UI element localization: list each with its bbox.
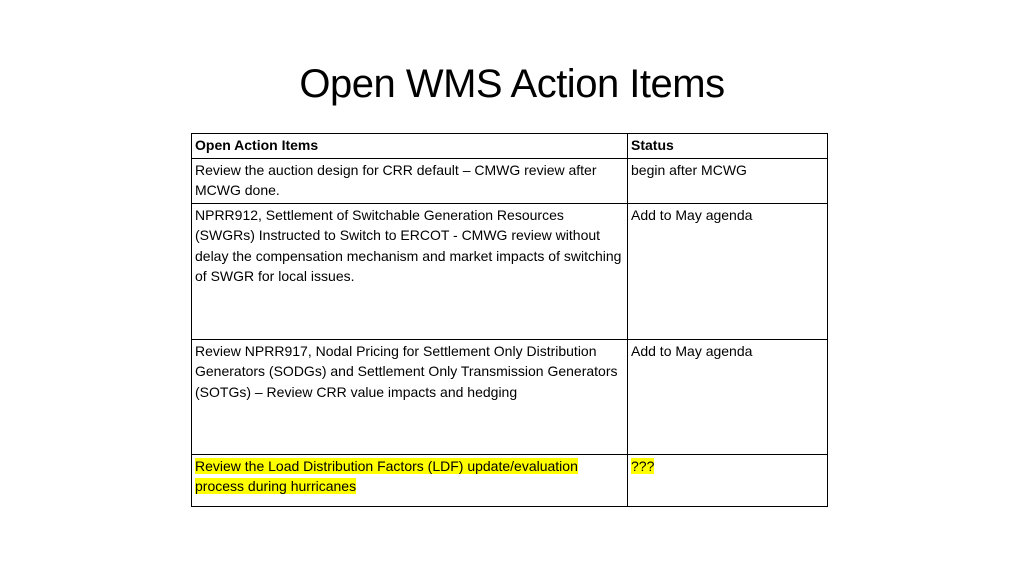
table-row bbox=[192, 158, 828, 203]
action-item-text: NPRR912, Settlement of Switchable Generation Resources (SWGRs) Instructed to Switch to ERCOT - CMWG review without delay the compensation mechanism and market impacts of switching of SWGR for local issues. bbox=[195, 206, 622, 284]
table-row bbox=[192, 203, 828, 339]
table-header-row bbox=[192, 134, 828, 159]
page-title: Open WMS Action Items bbox=[299, 62, 725, 106]
column-header-status: Status bbox=[628, 134, 828, 159]
status-text: Add to May agenda bbox=[631, 342, 753, 359]
status-text-highlighted: ??? bbox=[631, 457, 655, 474]
status-text: Add to May agenda bbox=[631, 206, 753, 223]
status-text: begin after MCWG bbox=[631, 161, 747, 178]
action-item-cell bbox=[192, 454, 628, 506]
status-cell bbox=[628, 454, 828, 506]
action-items-table bbox=[191, 133, 828, 507]
action-item-text: Review the auction design for CRR default – CMWG review after MCWG done. bbox=[195, 161, 597, 198]
status-cell bbox=[628, 158, 828, 203]
action-item-text-highlighted: Review the Load Distribution Factors (LDF) update/evaluation process during hurricanes bbox=[195, 457, 578, 494]
action-item-cell bbox=[192, 339, 628, 454]
action-item-text: Review NPRR917, Nodal Pricing for Settlement Only Distribution Generators (SODGs) and Settlement Only Transmission Generators (SOTGs) – Review CRR value impacts and hedging bbox=[195, 342, 618, 400]
column-header-open-action-items: Open Action Items bbox=[192, 134, 628, 159]
status-cell bbox=[628, 203, 828, 339]
status-cell bbox=[628, 339, 828, 454]
action-item-cell bbox=[192, 158, 628, 203]
table-row-highlighted bbox=[192, 454, 828, 506]
action-item-cell bbox=[192, 203, 628, 339]
table-row bbox=[192, 339, 828, 454]
